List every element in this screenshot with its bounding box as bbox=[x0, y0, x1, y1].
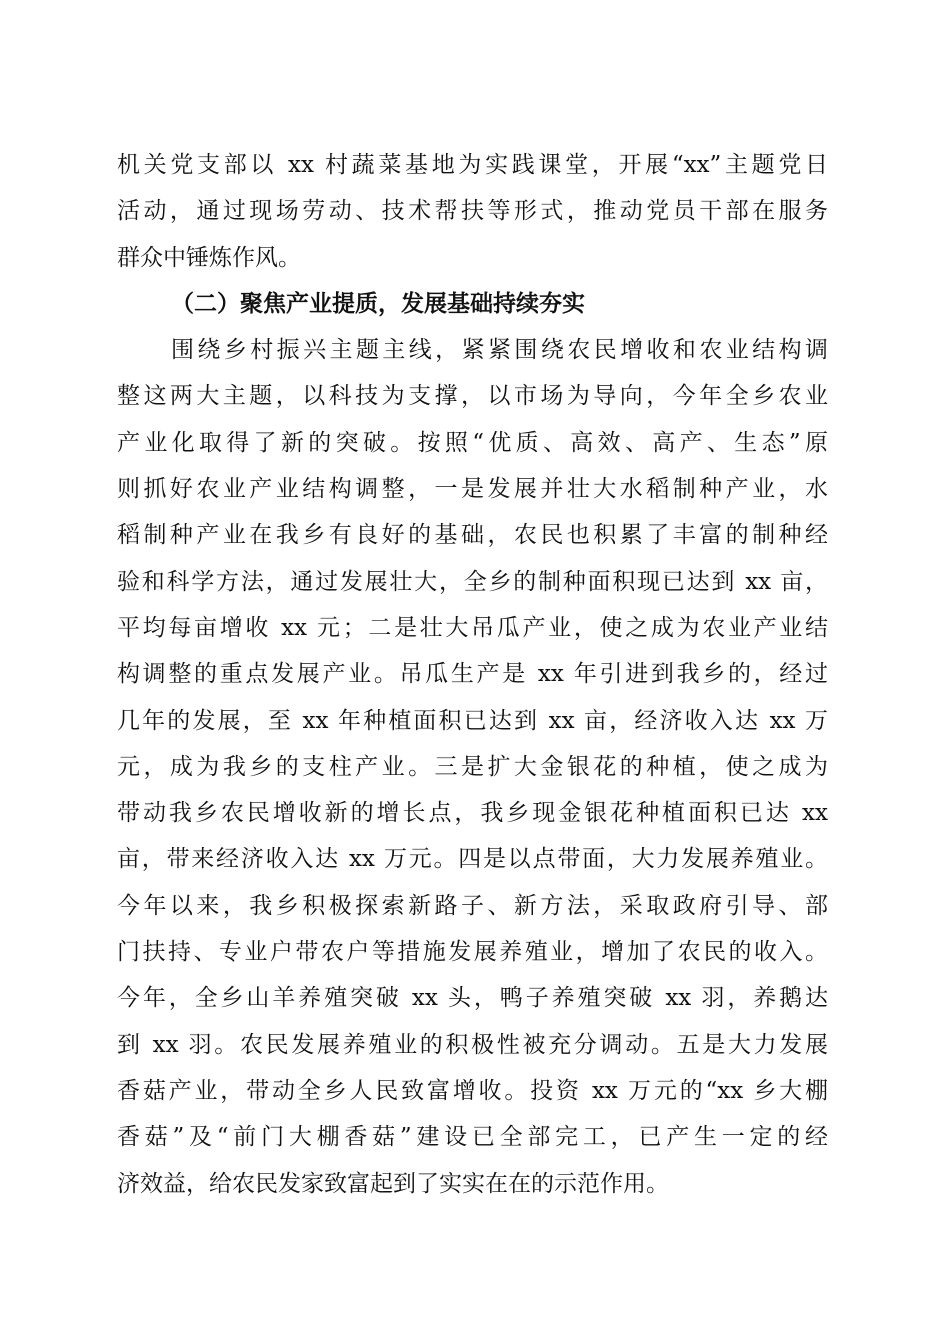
paragraph-party-activity bbox=[117, 142, 828, 281]
text-line: 今年，全乡山羊养殖突破 xx 头，鸭子养殖突破 xx 羽，养鹅达 bbox=[117, 985, 828, 1012]
text-line: 群众中锤炼作风。 bbox=[117, 244, 301, 271]
text-line: 香菇产业，带动全乡人民致富增收。投资 xx 万元的“xx 乡大棚 bbox=[117, 1077, 828, 1104]
text-line: 产业化取得了新的突破。按照“优质、高效、高产、生态”原 bbox=[117, 429, 828, 456]
text-line: 亩，带来经济收入达 xx 万元。四是以点带面，大力发展养殖业。 bbox=[117, 846, 828, 873]
text-line: 稻制种产业在我乡有良好的基础，农民也积累了丰富的制种经 bbox=[117, 522, 828, 549]
text-line: 济效益，给农民发家致富起到了实实在在的示范作用。 bbox=[117, 1170, 669, 1197]
text-line: 活动，通过现场劳动、技术帮扶等形式，推动党员干部在服务 bbox=[117, 198, 828, 225]
section-heading: （二）聚焦产业提质，发展基础持续夯实 bbox=[171, 289, 585, 317]
text-line: 围绕乡村振兴主题主线，紧紧围绕农民增收和农业结构调 bbox=[171, 337, 828, 364]
text-line: 则抓好农业产业结构调整，一是发展并壮大水稻制种产业，水 bbox=[117, 476, 828, 503]
text-line: 元，成为我乡的支柱产业。三是扩大金银花的种植，使之成为 bbox=[117, 753, 828, 780]
text-line: 门扶持、专业户带农户等措施发展养殖业，增加了农民的收入。 bbox=[117, 939, 828, 966]
text-line: 香菇”及“前门大棚香菇”建设已全部完工，已产生一定的经 bbox=[117, 1124, 828, 1151]
text-line: 平均每亩增收 xx 元；二是壮大吊瓜产业，使之成为农业产业结 bbox=[117, 614, 828, 641]
text-line: 整这两大主题，以科技为支撑，以市场为导向，今年全乡农业 bbox=[117, 383, 828, 410]
text-line: 带动我乡农民增收新的增长点，我乡现金银花种植面积已达 xx bbox=[117, 800, 828, 827]
text-line: 几年的发展，至 xx 年种植面积已达到 xx 亩，经济收入达 xx 万 bbox=[117, 707, 828, 734]
document-page bbox=[117, 142, 828, 1207]
paragraph-industry bbox=[117, 327, 828, 1207]
text-line: 构调整的重点发展产业。吊瓜生产是 xx 年引进到我乡的，经过 bbox=[117, 661, 828, 688]
text-line: 今年以来，我乡积极探索新路子、新方法，采取政府引导、部 bbox=[117, 892, 828, 919]
text-line: 机关党支部以 xx 村蔬菜基地为实践课堂，开展“xx”主题党日 bbox=[117, 152, 828, 178]
text-line: 验和科学方法，通过发展壮大，全乡的制种面积现已达到 xx 亩， bbox=[117, 568, 828, 595]
text-line: 到 xx 羽。农民发展养殖业的积极性被充分调动。五是大力发展 bbox=[117, 1031, 828, 1058]
